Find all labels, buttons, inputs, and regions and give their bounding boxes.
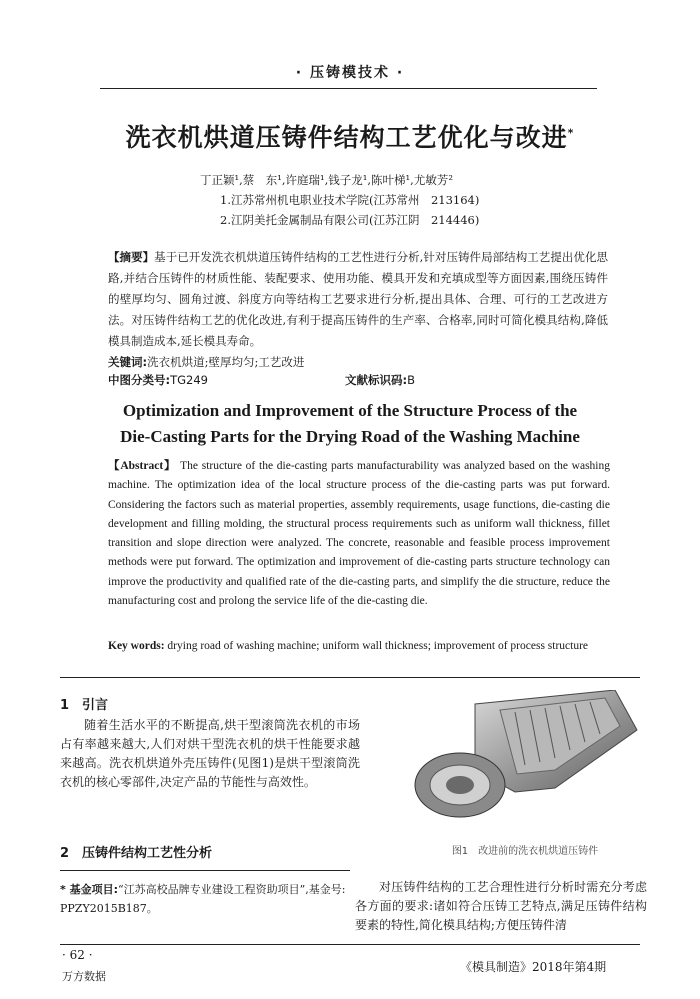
section2-heading: 2 压铸件结构工艺性分析 xyxy=(60,846,213,861)
author-names: 丁正颖¹,蔡 东¹,许庭瑞¹,钱子龙¹,陈叶梯¹,尤敏芳² xyxy=(200,173,453,187)
keywords-en-text: drying road of washing machine; uniform wall thickness; improvement of process structure xyxy=(167,640,589,652)
title-cn-text: 洗衣机烘道压铸件结构工艺优化与改进 xyxy=(125,123,568,152)
die-casting-part-image xyxy=(405,690,645,820)
doc-value: B xyxy=(407,373,415,387)
header-rule xyxy=(100,88,597,89)
keywords-en xyxy=(108,637,610,656)
affiliation-2: 2.江阴美托金属制品有限公司(江苏江阴 214446) xyxy=(220,213,480,227)
clc-number xyxy=(108,372,208,388)
title-cn xyxy=(60,118,640,154)
affiliation-1: 1.江苏常州机电职业技术学院(江苏常州 213164) xyxy=(220,193,480,207)
doc-label: 文献标识码: xyxy=(345,373,408,387)
title-en-line2: Die-Casting Parts for the Drying Road of the Washing Machine xyxy=(120,427,580,446)
title-cn-mark: * xyxy=(567,126,575,140)
abstract-en-text: The structure of the die-casting parts manufacturability was analyzed based on the washing machine. The optimization idea of the local structure process of the die-casting parts was put forward. Considering the factors such as material properties, assembly requirements, usage functions, die-casting die development and filling molding, the structural process requirements such as uniform wall thickness, fillet transition and slope direction were analyzed. The concrete, reasonable and feasible process improvement methods were put forward. The optimization and improvement of die-casting parts structure technology can improve the productivity and qualified rate of the die-casting parts, and simplify the die structure, reduce the manufacturing cost and prolong the service life of the die-casting die. xyxy=(108,460,611,608)
page-number: · 62 · xyxy=(62,948,93,962)
right-column-text: 对压铸件结构的工艺合理性进行分析时需充分考虑各方面的要求:诸如符合压铸工艺特点,满足压铸件结构要素的特性,简化模具结构;方便压铸件清 xyxy=(355,880,647,932)
section1-text: 随着生活水平的不断提高,烘干型滚筒洗衣机的市场占有率越来越大,人们对烘干型洗衣机的烘干性能要求越来越高。洗衣机烘道外壳压铸件(见图1)是烘干型滚筒洗衣机的核心零部件,决定产品的节能性与高效性。 xyxy=(60,718,360,789)
footer-rule xyxy=(60,944,640,945)
footnote-divider xyxy=(60,870,350,871)
figure-1 xyxy=(405,690,645,820)
clc-value: TG249 xyxy=(170,373,208,387)
document-code xyxy=(345,372,415,388)
abstract-en xyxy=(108,457,610,611)
footnote-text: “江苏高校品牌专业建设工程资助项目”,基金号: PPZY2015B187。 xyxy=(60,883,346,915)
source-watermark: 万方数据 xyxy=(62,970,106,983)
title-en-line1: Optimization and Improvement of the Structure Process of the xyxy=(122,401,578,420)
keywords-cn xyxy=(108,353,608,371)
abstract-cn-text: 基于已开发洗衣机烘道压铸件结构的工艺性进行分析,针对压铸件局部结构工艺提出优化思路,并结合压铸件的材质性能、装配要求、使用功能、模具开发和充填成型等方面因素,围绕压铸件的壁厚均匀、圆角过渡、斜度方向等结构工艺要求进行分析,提出具体、合理、可行的工艺改进方法。对压铸件结构工艺的优化改进,有利于提高压铸件的生产率、合格率,同时可简化模具结构,降低模具制造成本,延长模具寿命。 xyxy=(108,250,608,348)
keywords-en-label: Key words: xyxy=(108,640,165,652)
footnote xyxy=(60,880,360,918)
abstract-cn-label: 【摘要】 xyxy=(108,250,155,264)
footnote-label: * 基金项目: xyxy=(60,883,118,896)
keywords-cn-label: 关键词: xyxy=(108,355,148,369)
clc-label: 中图分类号: xyxy=(108,373,171,387)
abstract-divider xyxy=(60,677,640,678)
section1-heading: 1 引言 xyxy=(60,698,109,713)
keywords-cn-text: 洗衣机烘道;壁厚均匀;工艺改进 xyxy=(147,355,305,369)
abstract-cn xyxy=(108,247,608,352)
section-header: · 压铸模技术 · xyxy=(295,65,405,81)
journal-name: 《模具制造》2018年第4期 xyxy=(460,960,607,974)
figure-1-caption: 图1 改进前的洗衣机烘道压铸件 xyxy=(451,846,599,857)
author-block xyxy=(200,170,640,230)
abstract-en-label: 【Abstract】 xyxy=(108,460,177,472)
title-en xyxy=(90,398,610,450)
